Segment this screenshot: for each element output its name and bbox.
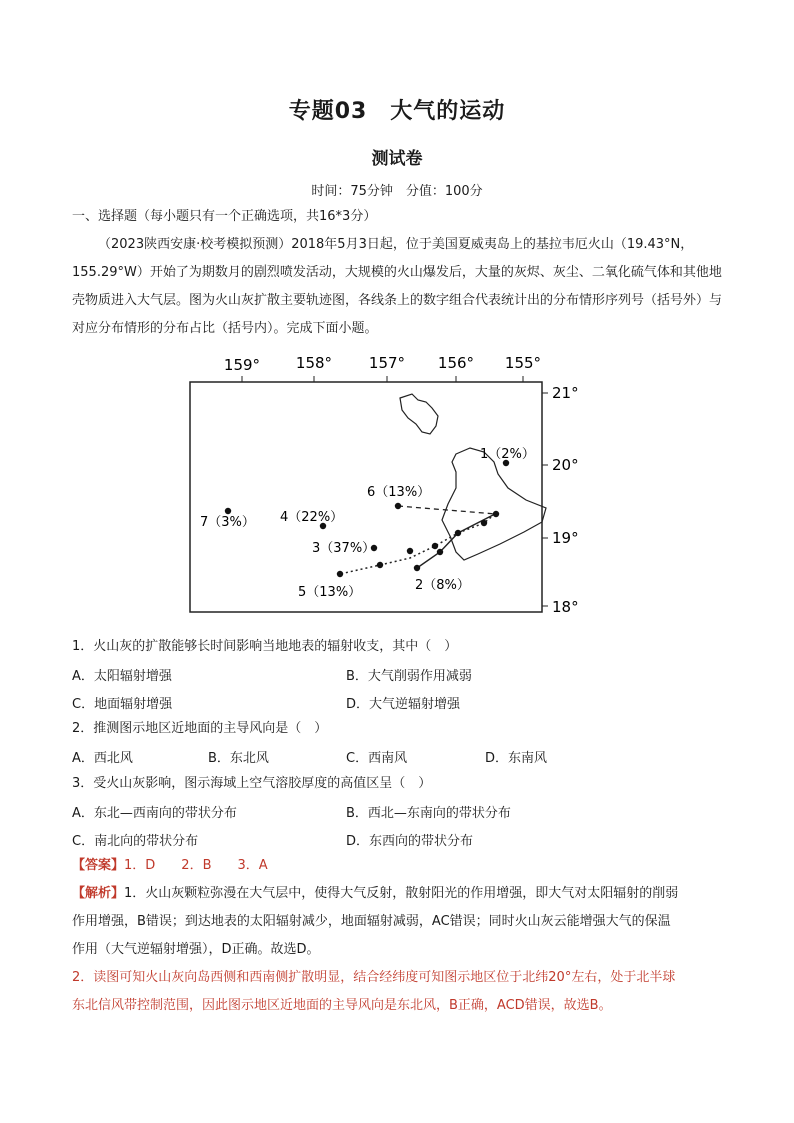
page-title: 专题03 大气的运动 [288, 99, 506, 124]
question-stem: 1．火山灰的扩散能够长时间影响当地地表的辐射收支，其中（ ） [72, 639, 458, 654]
lat-label: 20° [552, 456, 579, 474]
point-label: 2（8%） [415, 578, 470, 593]
volcanic-ash-map [160, 348, 600, 616]
option[interactable]: D．东西向的带状分布 [346, 834, 474, 849]
point-label: 1（2%） [480, 447, 535, 462]
answer-text: 1．D 2．B 3．A [124, 858, 268, 873]
option[interactable]: A．西北风 [72, 751, 133, 766]
point-label: 3（37%） [312, 541, 376, 556]
lon-label: 158° [295, 354, 333, 372]
lon-label: 157° [368, 354, 406, 372]
point-label: 6（13%） [367, 485, 431, 500]
answer-label: 【答案】 [72, 858, 125, 873]
lat-label: 18° [552, 598, 579, 616]
option[interactable]: A．太阳辐射增强 [72, 669, 172, 684]
option[interactable]: B．西北—东南向的带状分布 [346, 806, 511, 821]
point-label: 4（22%） [280, 510, 344, 525]
maui-island [400, 394, 438, 434]
option[interactable]: C．地面辐射增强 [72, 697, 173, 712]
question-intro: （2023陕西安康·校考模拟预测）2018年5月3日起，位于美国夏威夷岛上的基拉韦厄火山（19.43°N，155.29°W）开始了为期数月的剧烈喷发活动，大规模的火山爆发后，大量的灰烬、灰尘、二氧化硫气体和其他地壳物质进入大气层。图为火山灰扩散主要轨迹图，各线条上的数字组合代表统计出的分布情形序列号（括号外）与对应分布情形的分布占比（括号内）。完成下面小题。 [72, 237, 723, 336]
lon-label: 155° [504, 354, 542, 372]
lon-label: 159° [223, 356, 261, 374]
lat-label: 21° [552, 384, 579, 402]
lat-label: 19° [552, 529, 579, 547]
section-heading: 一、选择题（每小题只有一个正确选项，共16*3分） [72, 209, 377, 224]
analysis-line [72, 883, 678, 905]
point-origin [493, 511, 499, 517]
point-6 [395, 503, 401, 509]
page-subtitle: 测试卷 [371, 149, 423, 169]
question-stem: 2．推测图示地区近地面的主导风向是（ ） [72, 721, 328, 736]
answer-line [72, 855, 268, 877]
option[interactable]: B．大气削弱作用减弱 [346, 669, 472, 684]
point-2 [414, 565, 420, 571]
point-5 [337, 571, 343, 577]
point-7 [225, 508, 231, 514]
option[interactable]: A．东北—西南向的带状分布 [72, 806, 237, 821]
analysis-text: 1．火山灰颗粒弥漫在大气层中，使得大气反射，散射阳光的作用增强，即大气对太阳辐射的削弱 [124, 886, 679, 901]
exam-meta: 时间：75分钟 分值：100分 [311, 184, 483, 199]
option[interactable]: C．南北向的带状分布 [72, 834, 199, 849]
map-frame [190, 382, 542, 612]
hawaii-island [442, 448, 546, 560]
analysis-label: 【解析】 [72, 886, 125, 901]
analysis-text: 作用增强，B错误；到达地表的太阳辐射减少，地面辐射减弱，AC错误；同时火山灰云能增强大气的保温 [72, 914, 671, 929]
analysis-text: 东北信风带控制范围，因此图示地区近地面的主导风向是东北风，B正确，ACD错误，故选B。 [72, 998, 612, 1013]
option[interactable]: D．大气逆辐射增强 [346, 697, 461, 712]
analysis-text: 作用（大气逆辐射增强），D正确。故选D。 [72, 942, 320, 957]
question-stem: 3．受火山灰影响，图示海域上空气溶胶厚度的高值区呈（ ） [72, 776, 432, 791]
option[interactable]: D．东南风 [485, 751, 548, 766]
point-label: 5（13%） [298, 585, 362, 600]
option[interactable]: C．西南风 [346, 751, 408, 766]
lon-label: 156° [437, 354, 475, 372]
analysis-text: 2．读图可知火山灰向岛西侧和西南侧扩散明显，结合经纬度可知图示地区位于北纬20°左右，处于北半球 [72, 970, 676, 985]
point-label: 7（3%） [200, 515, 255, 530]
option[interactable]: B．东北风 [208, 751, 269, 766]
